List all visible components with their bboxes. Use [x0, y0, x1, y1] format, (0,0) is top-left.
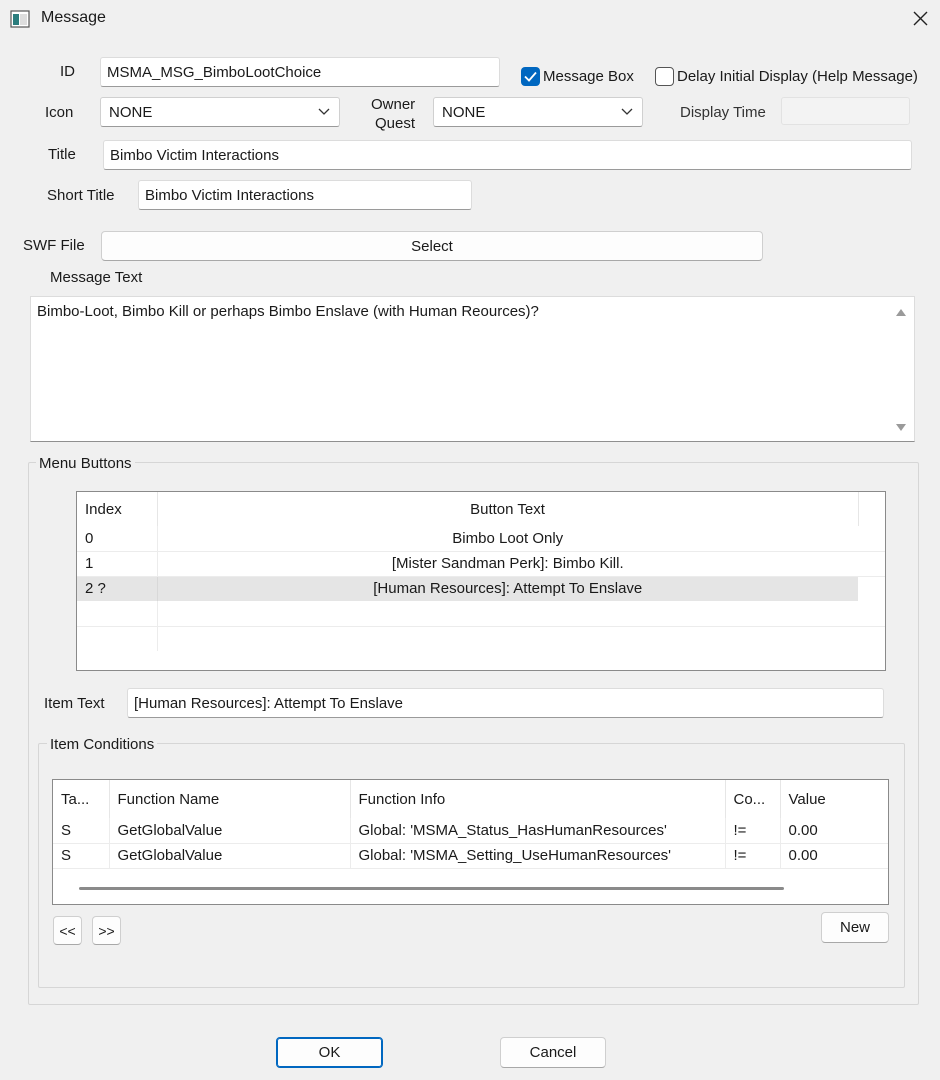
- next-condition-button[interactable]: >>: [92, 916, 121, 945]
- delay-initial-display-label: Delay Initial Display (Help Message): [677, 68, 918, 85]
- display-time-field[interactable]: [781, 97, 910, 125]
- id-field[interactable]: MSMA_MSG_BimboLootChoice: [100, 57, 500, 87]
- message-text-area[interactable]: [30, 296, 915, 442]
- column-header-value[interactable]: Value: [788, 790, 826, 808]
- column-header-index[interactable]: Index: [77, 492, 157, 526]
- item-conditions-table: [52, 779, 889, 905]
- swf-select-button[interactable]: Select: [101, 231, 763, 261]
- menu-buttons-grid: [77, 492, 885, 651]
- cell-function-info: Global: 'MSMA_Setting_UseHumanResources': [350, 843, 725, 868]
- row-index: 0: [77, 526, 157, 551]
- new-condition-button[interactable]: New: [821, 912, 889, 943]
- table-row[interactable]: [53, 843, 888, 868]
- column-header-button-text[interactable]: Button Text: [157, 492, 858, 526]
- cell-function-name: GetGlobalValue: [109, 843, 350, 868]
- menu-buttons-group-title: Menu Buttons: [36, 455, 135, 472]
- message-text-label: Message Text: [50, 269, 143, 286]
- swf-file-label: SWF File: [23, 237, 85, 254]
- column-header-function-name[interactable]: Function Name: [109, 780, 350, 818]
- message-box-checkbox[interactable]: [521, 67, 540, 86]
- item-text-field[interactable]: [Human Resources]: Attempt To Enslave: [127, 688, 884, 718]
- row-index: 1: [77, 551, 157, 576]
- cell-target: S: [53, 818, 109, 843]
- message-text-value: Bimbo-Loot, Bimbo Kill or perhaps Bimbo Enslave (with Human Reources)?: [37, 303, 539, 320]
- empty-cell: [157, 626, 858, 651]
- window-title: Message: [41, 9, 106, 26]
- delay-initial-display-checkbox[interactable]: [655, 67, 674, 86]
- ok-button[interactable]: OK: [276, 1037, 383, 1068]
- conditions-header-row: [53, 780, 888, 818]
- item-conditions-grid: [53, 780, 888, 869]
- check-icon: [521, 67, 540, 86]
- cell-comparison: !=: [725, 843, 780, 868]
- cell-value: 0.00: [788, 821, 818, 839]
- empty-cell: [77, 626, 157, 651]
- horizontal-scrollbar[interactable]: [79, 887, 784, 890]
- close-icon[interactable]: [912, 10, 929, 27]
- title-field[interactable]: Bimbo Victim Interactions: [103, 140, 912, 170]
- empty-cell: [157, 601, 858, 626]
- message-box-label: Message Box: [543, 68, 634, 85]
- empty-cell: [77, 601, 157, 626]
- cell-target: S: [53, 843, 109, 868]
- column-header-comparison[interactable]: Co...: [725, 780, 780, 818]
- cell-function-info: Global: 'MSMA_Status_HasHumanResources': [350, 818, 725, 843]
- row-filler: [858, 551, 885, 576]
- owner-quest-select-value: NONE: [442, 103, 486, 121]
- cell-value: 0.00: [788, 847, 818, 864]
- id-label: ID: [60, 63, 75, 80]
- icon-select-value: NONE: [109, 103, 153, 121]
- row-filler: [858, 526, 885, 551]
- empty-cell: [858, 626, 885, 651]
- chevron-down-icon: [620, 106, 634, 118]
- item-text-label: Item Text: [44, 695, 105, 712]
- table-row[interactable]: [53, 818, 888, 843]
- owner-quest-select[interactable]: [433, 97, 643, 127]
- owner-quest-label-line1: Owner: [371, 96, 416, 113]
- icon-label: Icon: [45, 104, 74, 121]
- table-row-selected[interactable]: [77, 576, 885, 601]
- icon-select[interactable]: [100, 97, 340, 127]
- window-app-icon: [10, 10, 30, 28]
- column-header-function-info[interactable]: Function Info: [350, 780, 725, 818]
- menu-buttons-table: [76, 491, 886, 671]
- owner-quest-label-line2: Quest: [375, 115, 416, 132]
- table-row[interactable]: [77, 526, 885, 551]
- table-row[interactable]: [77, 551, 885, 576]
- table-row-empty: [77, 626, 885, 651]
- item-conditions-group-title: Item Conditions: [47, 736, 157, 753]
- scroll-down-icon[interactable]: [895, 423, 907, 433]
- row-button-text: Bimbo Loot Only: [452, 529, 564, 547]
- empty-cell: [858, 601, 885, 626]
- cell-comparison: !=: [725, 818, 780, 843]
- table-row-empty: [77, 601, 885, 626]
- row-filler: [858, 576, 885, 601]
- previous-condition-button[interactable]: <<: [53, 916, 82, 945]
- cancel-button[interactable]: Cancel: [500, 1037, 606, 1068]
- scroll-up-icon[interactable]: [895, 307, 907, 317]
- row-index: 2 ?: [77, 576, 157, 601]
- short-title-field[interactable]: Bimbo Victim Interactions: [138, 180, 472, 210]
- title-bar: [0, 0, 940, 38]
- column-header-target[interactable]: Ta...: [53, 780, 109, 818]
- menu-buttons-header-row: [77, 492, 885, 526]
- cell-function-name: GetGlobalValue: [109, 818, 350, 843]
- display-time-label: Display Time: [680, 104, 766, 121]
- short-title-label: Short Title: [47, 187, 115, 204]
- row-button-text: [Human Resources]: Attempt To Enslave: [373, 580, 643, 598]
- row-button-text: [Mister Sandman Perk]: Bimbo Kill.: [391, 555, 624, 572]
- title-label: Title: [48, 146, 76, 163]
- chevron-down-icon: [317, 106, 331, 118]
- column-header-filler: [858, 492, 885, 526]
